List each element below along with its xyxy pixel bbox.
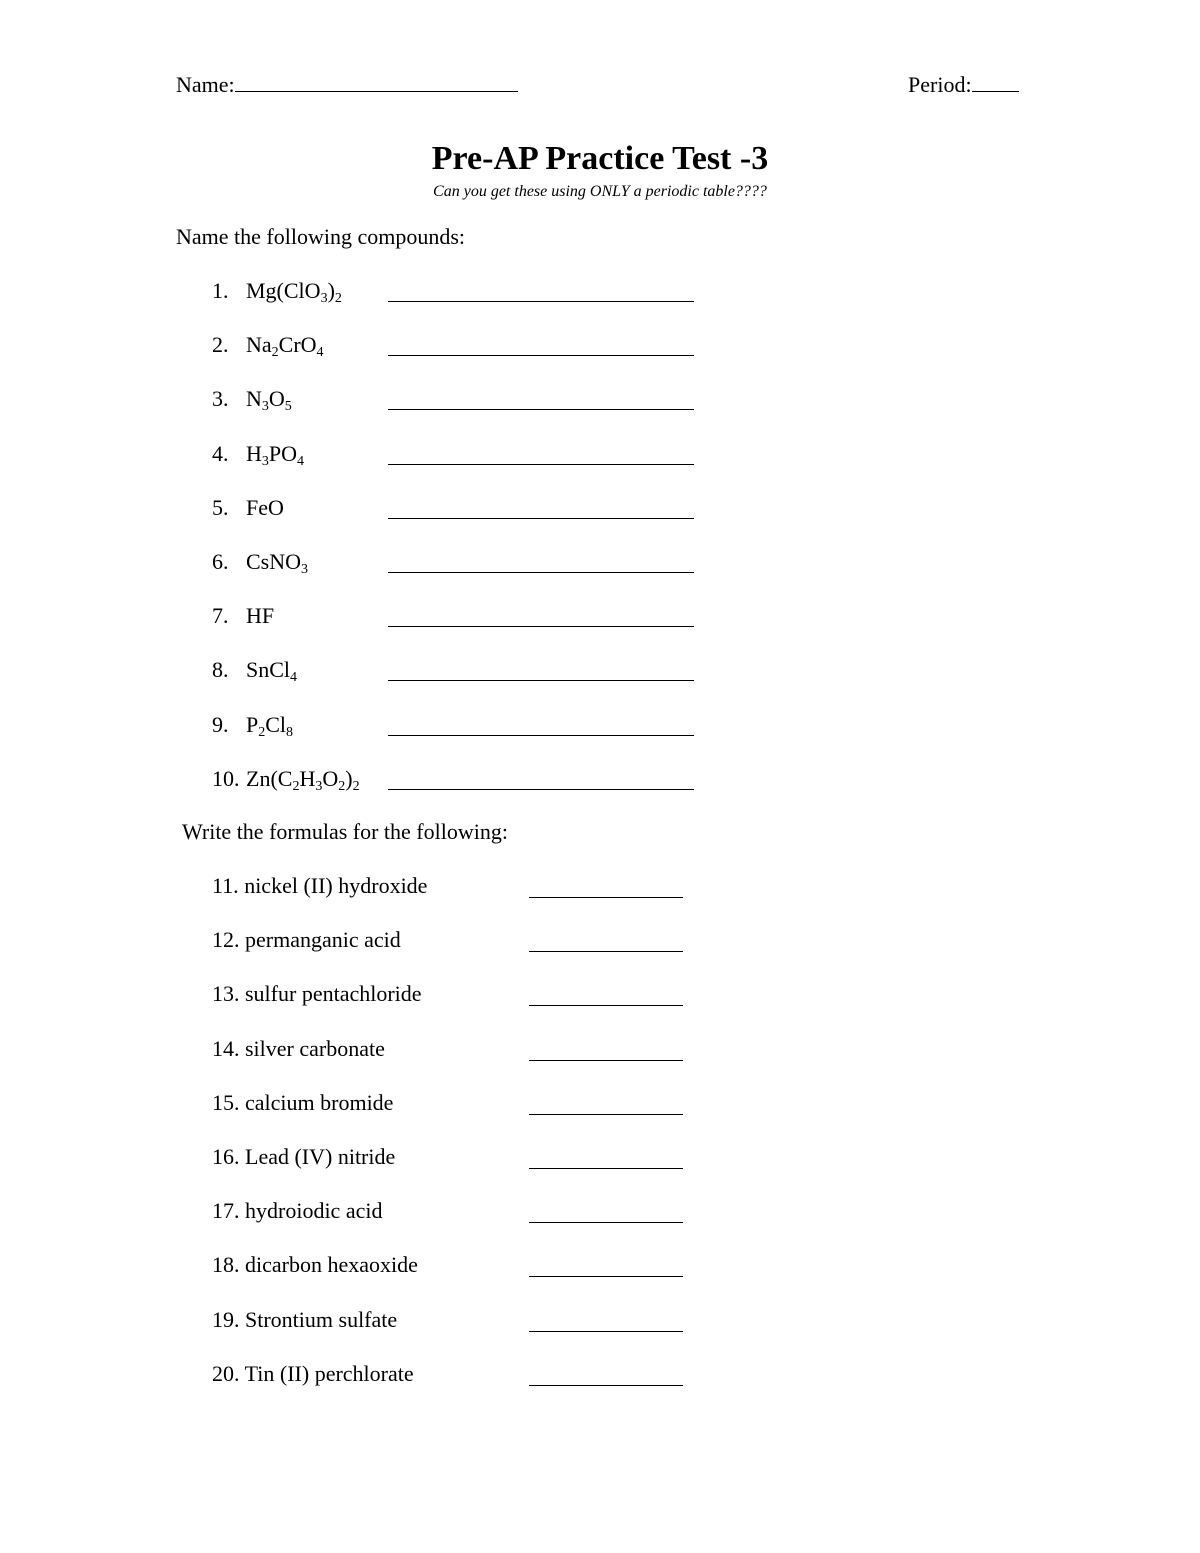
answer-line[interactable] xyxy=(529,951,683,952)
compound-formula xyxy=(246,278,342,306)
question-3 xyxy=(212,386,292,415)
formula-text: Na xyxy=(246,332,272,358)
compound-formula xyxy=(246,495,284,520)
answer-line[interactable] xyxy=(388,735,694,736)
question-18 xyxy=(212,1252,418,1278)
formula-subscript: 2 xyxy=(258,724,266,740)
formula-text: O xyxy=(322,765,339,791)
period-blank-line[interactable] xyxy=(972,73,1019,92)
page-title: Pre-AP Practice Test -3 xyxy=(431,140,769,177)
page-subtitle: Can you get these using ONLY a periodic table???? xyxy=(433,183,767,200)
question-number: 9. xyxy=(212,711,229,737)
formula-subscript: 2 xyxy=(352,778,360,794)
formula-text: Zn(C xyxy=(246,765,293,791)
formula-subscript: 8 xyxy=(286,724,294,740)
compound-name: nickel (II) hydroxide xyxy=(244,873,428,898)
question-11 xyxy=(212,873,427,899)
compound-name: Strontium sulfate xyxy=(245,1306,398,1332)
formula-text: P xyxy=(246,711,259,737)
section1-heading: Name the following compounds: xyxy=(176,224,466,249)
compound-formula xyxy=(246,657,298,686)
question-15 xyxy=(212,1090,393,1116)
question-number: 17. xyxy=(212,1198,240,1224)
compound-formula xyxy=(246,386,292,415)
question-2 xyxy=(212,332,324,361)
formula-text: ) xyxy=(345,765,353,791)
period-field[interactable] xyxy=(908,72,1019,98)
answer-line[interactable] xyxy=(529,1385,683,1386)
question-13 xyxy=(212,981,422,1007)
question-number: 19. xyxy=(212,1306,240,1332)
answer-line[interactable] xyxy=(529,1114,683,1115)
answer-line[interactable] xyxy=(388,409,694,410)
question-12 xyxy=(212,927,401,953)
compound-name: permanganic acid xyxy=(245,927,401,953)
name-label: Name: xyxy=(176,72,235,97)
question-1 xyxy=(212,278,342,304)
name-field[interactable] xyxy=(176,72,518,98)
answer-line[interactable] xyxy=(529,1331,683,1332)
question-9 xyxy=(212,712,293,738)
question-19 xyxy=(212,1307,397,1333)
answer-line[interactable] xyxy=(529,1222,683,1223)
answer-line[interactable] xyxy=(388,572,694,573)
question-number: 4. xyxy=(212,440,229,466)
answer-line[interactable] xyxy=(388,355,694,356)
question-5 xyxy=(212,495,284,521)
formula-subscript: 3 xyxy=(261,453,269,469)
answer-line[interactable] xyxy=(529,1005,683,1006)
question-number: 5. xyxy=(212,494,229,520)
name-blank-line[interactable] xyxy=(235,73,518,92)
question-number: 11. xyxy=(212,873,239,898)
compound-formula xyxy=(246,603,274,628)
section2-heading: Write the formulas for the following: xyxy=(182,819,508,844)
compound-name: calcium bromide xyxy=(245,1089,394,1115)
formula-text: H xyxy=(246,440,262,466)
formula-text: O xyxy=(268,386,285,412)
question-17 xyxy=(212,1198,382,1224)
formula-subscript: 3 xyxy=(315,778,323,794)
question-14 xyxy=(212,1036,385,1062)
compound-formula xyxy=(246,332,324,361)
answer-line[interactable] xyxy=(529,1276,683,1277)
answer-line[interactable] xyxy=(388,301,694,302)
formula-subscript: 2 xyxy=(292,778,300,794)
question-number: 18. xyxy=(212,1252,240,1278)
answer-line[interactable] xyxy=(388,518,694,519)
answer-line[interactable] xyxy=(388,626,694,627)
compound-formula xyxy=(246,765,360,794)
question-number: 16. xyxy=(212,1144,240,1169)
question-number: 2. xyxy=(212,332,229,358)
formula-text: PO xyxy=(268,440,298,466)
question-8 xyxy=(212,657,298,686)
formula-text: Cl xyxy=(265,711,287,737)
question-number: 8. xyxy=(212,657,229,683)
formula-subscript: 3 xyxy=(301,562,309,577)
formula-text: SnCl xyxy=(246,657,291,683)
question-number: 6. xyxy=(212,549,229,574)
question-number: 10. xyxy=(212,765,240,791)
question-number: 1. xyxy=(212,278,229,303)
formula-subscript: 2 xyxy=(334,291,342,306)
question-16 xyxy=(212,1144,395,1170)
answer-line[interactable] xyxy=(388,464,694,465)
question-7 xyxy=(212,603,274,629)
question-20 xyxy=(212,1361,414,1387)
question-number: 20. xyxy=(212,1360,240,1386)
formula-subscript: 5 xyxy=(284,399,292,415)
formula-text: HF xyxy=(246,603,275,629)
answer-line[interactable] xyxy=(388,680,694,681)
question-number: 14. xyxy=(212,1035,240,1061)
question-number: 7. xyxy=(212,603,229,629)
question-10 xyxy=(212,766,360,792)
formula-subscript: 3 xyxy=(261,399,269,415)
compound-formula xyxy=(246,440,305,469)
formula-text: Mg(ClO xyxy=(246,278,321,303)
answer-line[interactable] xyxy=(388,789,694,790)
formula-text: N xyxy=(246,386,262,412)
question-number: 13. xyxy=(212,981,240,1007)
formula-text: CsNO xyxy=(246,549,302,574)
question-number: 12. xyxy=(212,927,240,953)
formula-text: CrO xyxy=(278,332,317,358)
answer-line[interactable] xyxy=(529,1060,683,1061)
compound-formula xyxy=(246,711,294,740)
compound-name: sulfur pentachloride xyxy=(245,981,422,1007)
answer-line[interactable] xyxy=(529,1168,683,1169)
compound-name: Tin (II) perchlorate xyxy=(244,1360,414,1386)
compound-name: dicarbon hexaoxide xyxy=(245,1252,418,1278)
compound-name: silver carbonate xyxy=(245,1035,385,1061)
formula-text: FeO xyxy=(246,494,284,520)
formula-subscript: 3 xyxy=(320,291,328,306)
compound-name: hydroiodic acid xyxy=(245,1198,383,1224)
compound-formula xyxy=(246,549,309,577)
period-label: Period: xyxy=(908,72,972,97)
formula-text: ) xyxy=(327,278,335,303)
question-4 xyxy=(212,441,304,467)
question-number: 15. xyxy=(212,1089,240,1115)
formula-subscript: 4 xyxy=(316,345,324,361)
formula-subscript: 4 xyxy=(290,670,298,686)
question-number: 3. xyxy=(212,386,229,412)
formula-subscript: 2 xyxy=(338,778,346,794)
answer-line[interactable] xyxy=(529,897,683,898)
formula-subscript: 2 xyxy=(271,345,279,361)
compound-name: Lead (IV) nitride xyxy=(245,1144,396,1169)
formula-text: H xyxy=(299,765,316,791)
formula-subscript: 4 xyxy=(297,453,305,469)
question-6 xyxy=(212,549,308,575)
